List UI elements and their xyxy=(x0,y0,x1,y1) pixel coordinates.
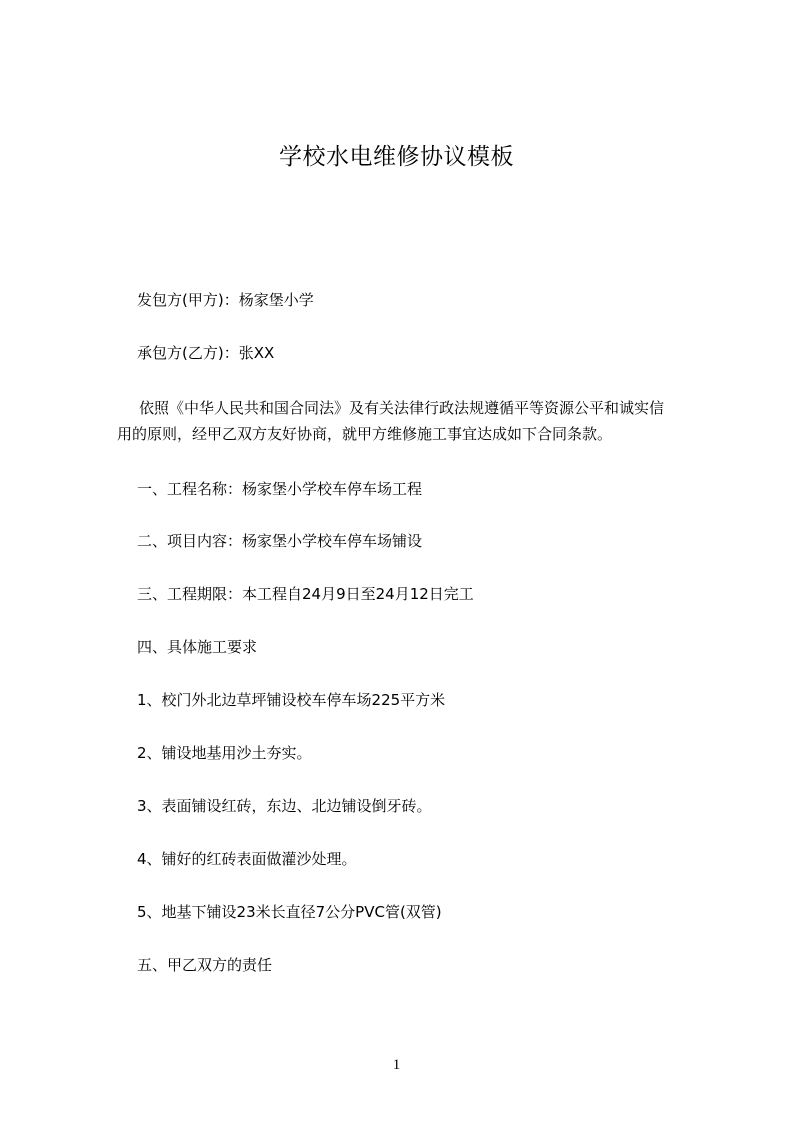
item-project-period: 三、工程期限：本工程自24月9日至24月12日完工 xyxy=(137,585,474,603)
requirement-4: 4、铺好的红砖表面做灌沙处理。 xyxy=(137,850,357,868)
item-project-content: 二、项目内容：杨家堡小学校车停车场铺设 xyxy=(137,532,423,550)
intro-line-1: 依照《中华人民共和国合同法》及有关法律行政法规遵循平等资源公平和诚实信 xyxy=(139,399,665,417)
page-number: 1 xyxy=(392,1057,401,1073)
item-construction-requirements: 四、具体施工要求 xyxy=(137,638,258,656)
intro-line-2: 用的原则，经甲乙双方友好协商，就甲方维修施工事宜达成如下合同条款。 xyxy=(117,425,613,443)
document-title: 学校水电维修协议模板 xyxy=(279,144,514,170)
requirement-5: 5、地基下铺设23米长直径7公分PVC管(双管) xyxy=(137,903,442,921)
party-a-line: 发包方(甲方)：杨家堡小学 xyxy=(137,291,314,309)
requirement-2: 2、铺设地基用沙土夯实。 xyxy=(137,744,312,762)
intro-paragraph xyxy=(117,395,677,447)
requirement-1: 1、校门外北边草坪铺设校车停车场225平方米 xyxy=(137,691,446,709)
party-b-line: 承包方(乙方)：张XX xyxy=(137,344,275,362)
item-project-name: 一、工程名称：杨家堡小学校车停车场工程 xyxy=(137,480,423,498)
requirement-3: 3、表面铺设红砖，东边、北边铺设倒牙砖。 xyxy=(137,797,432,815)
item-responsibilities: 五、甲乙双方的责任 xyxy=(137,956,273,974)
